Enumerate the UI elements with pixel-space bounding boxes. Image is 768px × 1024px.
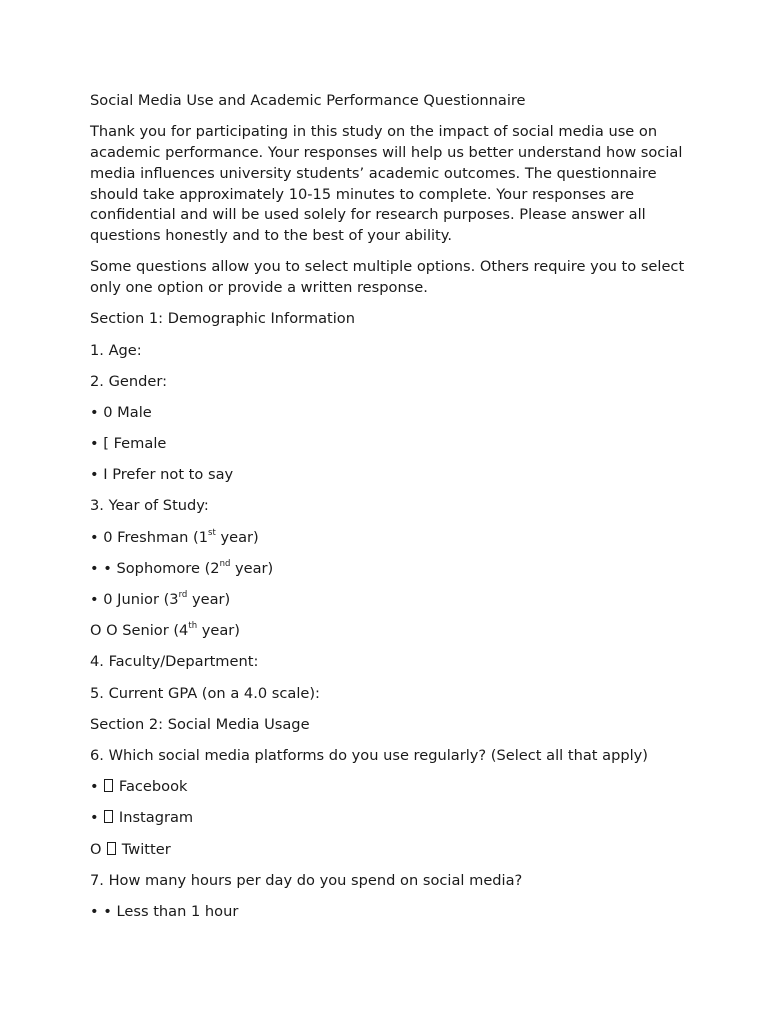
gender-option-male: • 0 Male	[90, 403, 152, 421]
question-age: 1. Age:	[90, 341, 142, 359]
section1-heading: Section 1: Demographic Information	[90, 310, 355, 328]
checkbox-icon	[107, 842, 116, 855]
question-platforms: 6. Which social media platforms do you use regularly? (Select all that apply)	[90, 746, 648, 764]
checkbox-icon	[104, 779, 113, 792]
year-option-junior: • 0 Junior (3rd year)	[90, 590, 231, 609]
instructions-paragraph: Some questions allow you to select multiple options. Others require you to select only one option or provide a written response.	[90, 258, 685, 297]
year-option-freshman: • 0 Freshman (1st year)	[90, 527, 259, 546]
year-option-sophomore: • • Sophomore (2nd year)	[90, 558, 274, 577]
gender-option-female: • [ Female	[90, 435, 167, 453]
questionnaire-page	[90, 91, 690, 933]
platform-option-instagram: • Instagram	[90, 809, 194, 827]
platform-option-facebook: • Facebook	[90, 778, 188, 796]
intro-paragraph: Thank you for participating in this study on the impact of social media use on academic performance. Your responses will help us better understand how social media influences university students’ academic outcomes. The questionnaire should take approximately 10-15 minutes to complete. Your responses are confidential and will be used solely for research purposes. Please answer all questions honestly and to the best of your ability.	[90, 123, 683, 245]
question-gpa: 5. Current GPA (on a 4.0 scale):	[90, 684, 320, 702]
question-gender: 2. Gender:	[90, 372, 168, 390]
section2-heading: Section 2: Social Media Usage	[90, 715, 310, 733]
question-hours-per-day: 7. How many hours per day do you spend on social media?	[90, 871, 523, 889]
question-year-of-study: 3. Year of Study:	[90, 497, 209, 515]
document-title: Social Media Use and Academic Performance Questionnaire	[90, 92, 526, 109]
hours-option-less-than-1: • • Less than 1 hour	[90, 902, 239, 920]
gender-option-prefer-not: • I Prefer not to say	[90, 466, 234, 484]
year-option-senior: O O Senior (4th year)	[90, 621, 240, 640]
checkbox-icon	[104, 810, 113, 823]
platform-option-twitter: O Twitter	[90, 840, 171, 858]
question-faculty: 4. Faculty/Department:	[90, 653, 259, 671]
